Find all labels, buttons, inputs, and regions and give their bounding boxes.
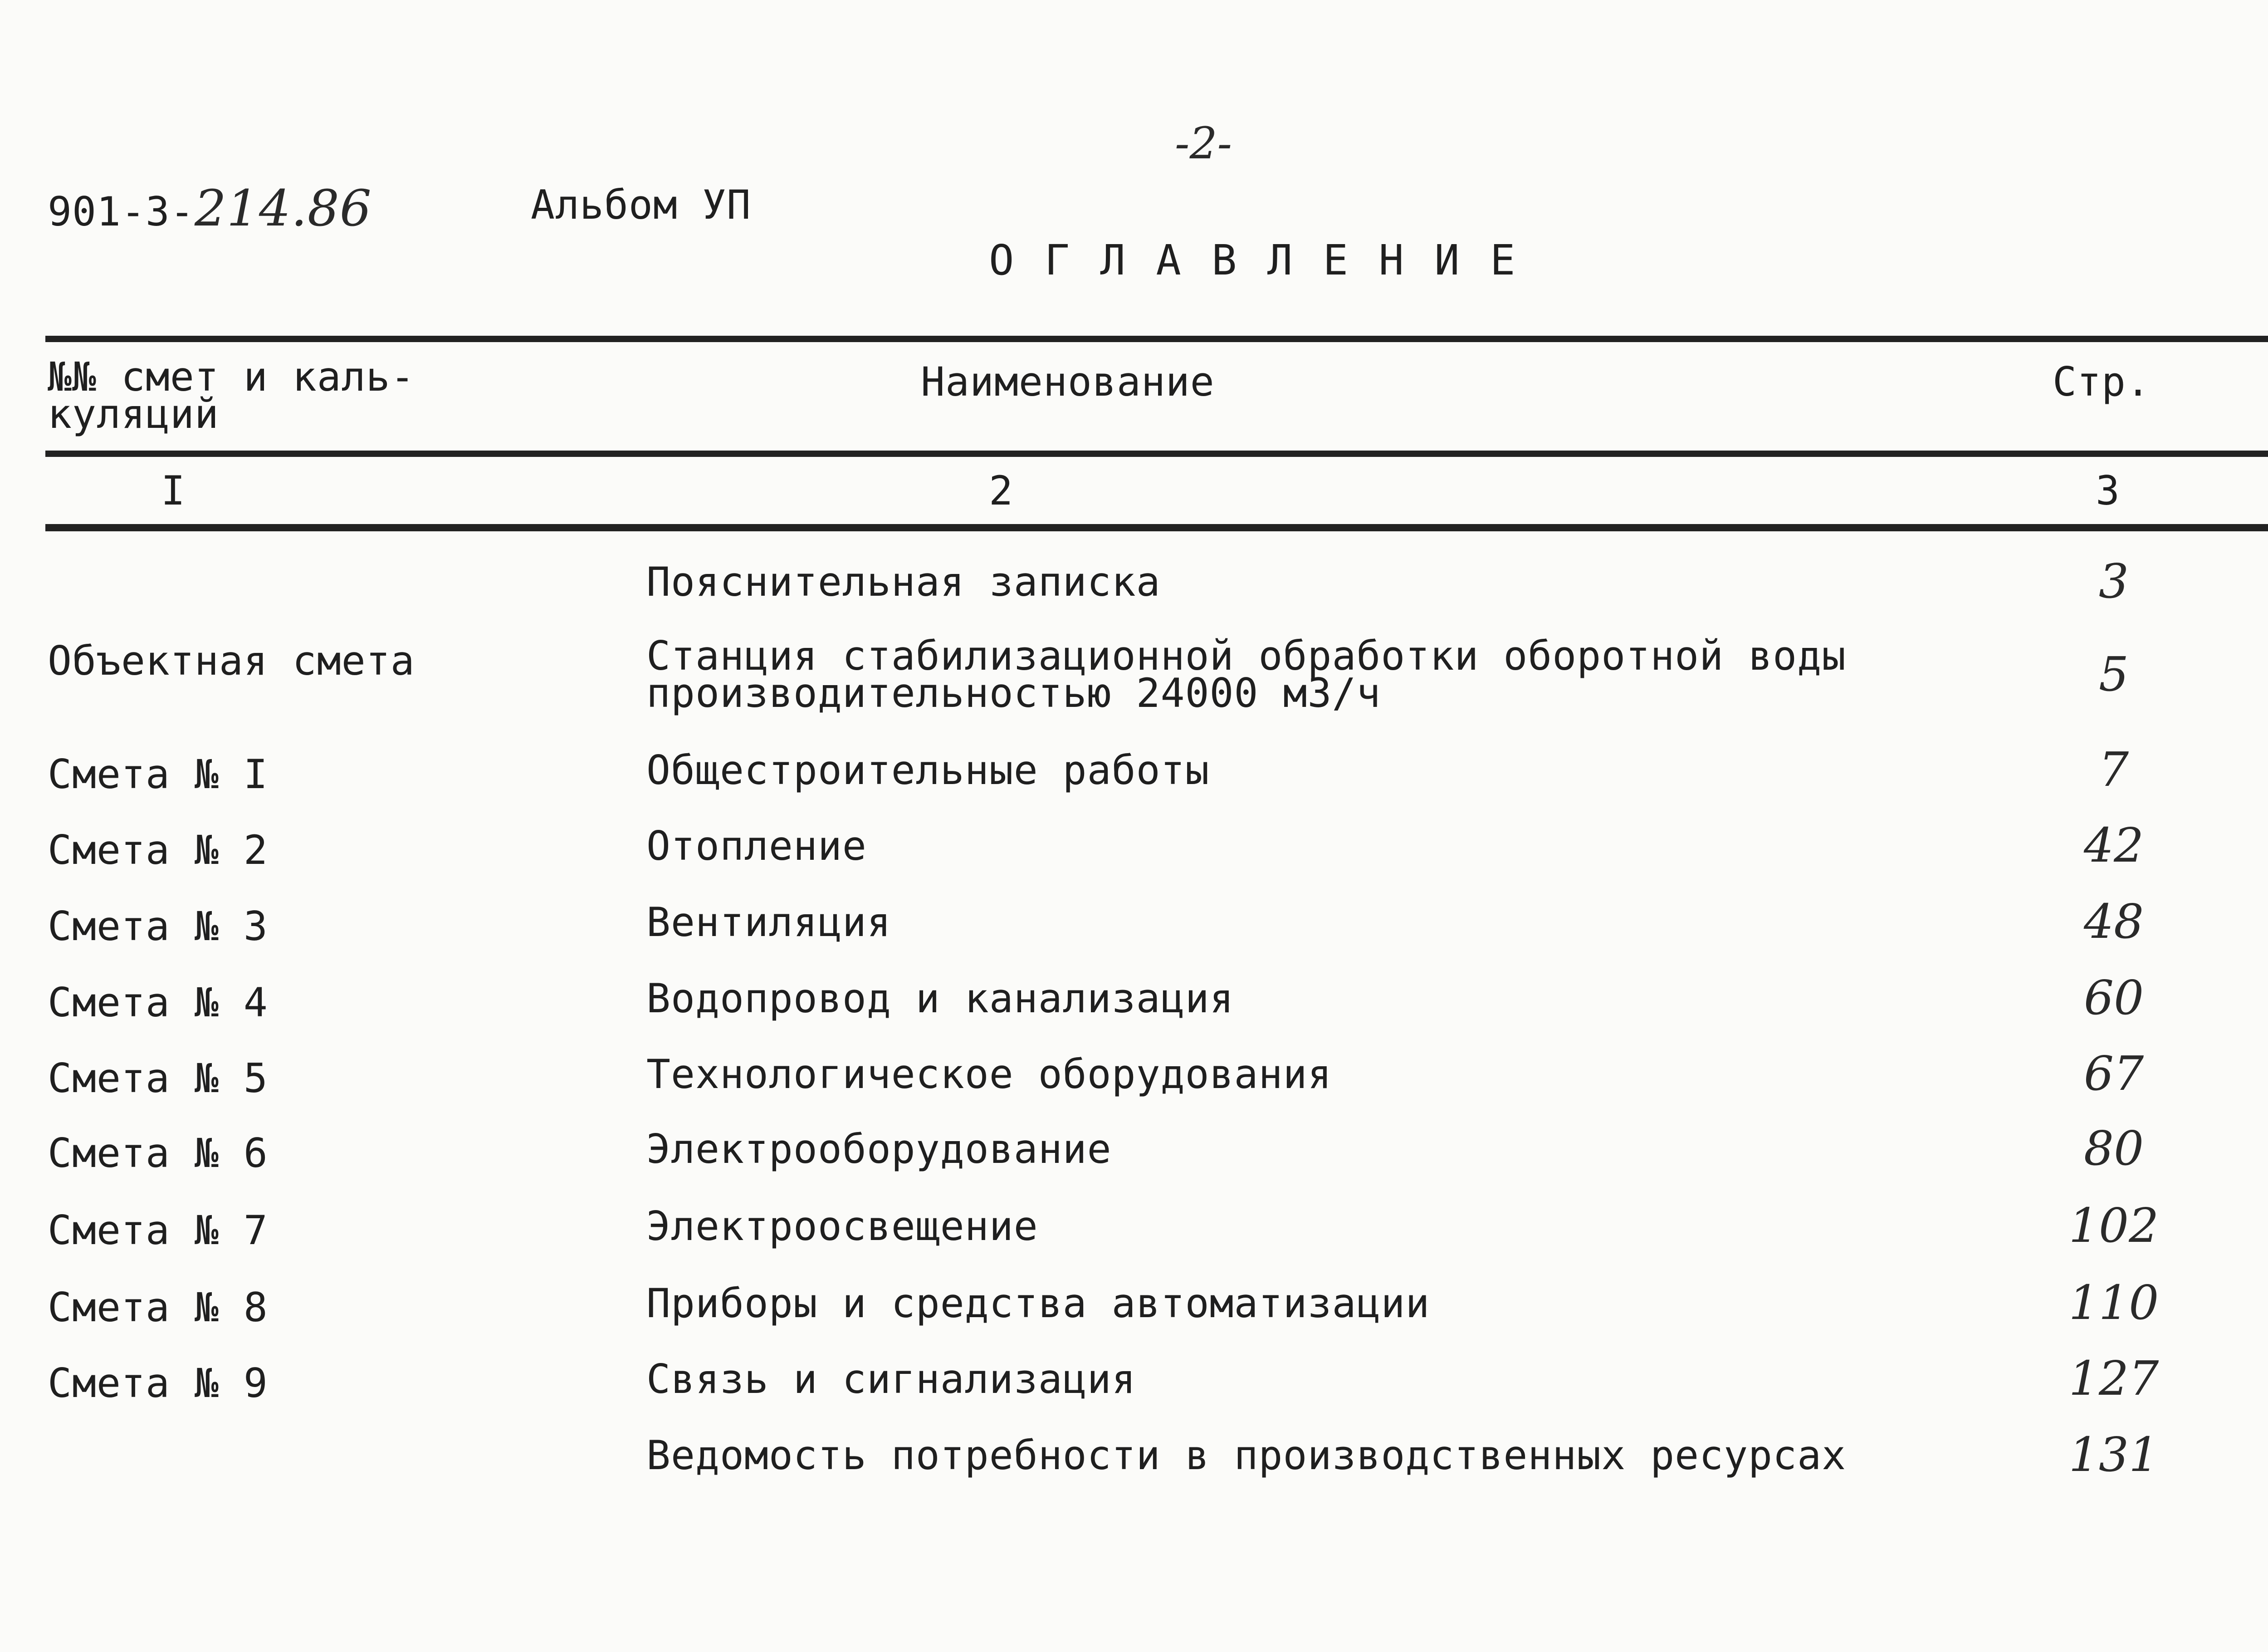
row-page: 110	[2068, 1275, 2159, 1330]
row-code: Смета № 8	[48, 1284, 268, 1331]
table-top-rule	[45, 336, 2268, 342]
album-label: Альбом УП	[531, 181, 751, 228]
row-name: Станция стабилизационной обработки оборотной воды производительностью 24000 м3/ч	[646, 632, 1847, 716]
table-row	[0, 894, 2268, 976]
column-number-2: 2	[989, 467, 1013, 514]
row-name: Общестроительные работы	[646, 747, 1210, 794]
document-code-handwritten: 214.86	[194, 179, 372, 237]
column-header-codes: №№ смет и каль- куляций	[48, 353, 415, 437]
row-code: Смета № 4	[48, 979, 268, 1026]
table-row	[0, 632, 2268, 716]
table-row	[0, 1046, 2268, 1127]
column-number-3: 3	[2096, 467, 2120, 514]
header-bottom-rule	[45, 451, 2268, 457]
table-row	[0, 818, 2268, 899]
document-code	[48, 179, 372, 237]
row-code: Смета № 6	[48, 1130, 268, 1176]
row-name: Технологическое оборудования	[646, 1051, 1332, 1098]
page-title: О Г Л А В Л Е Н И Е	[989, 236, 1518, 284]
table-row	[0, 1275, 2268, 1357]
row-page: 7	[2098, 742, 2129, 797]
row-page: 131	[2068, 1427, 2159, 1482]
column-number-1: I	[161, 467, 186, 514]
row-code: Смета № I	[48, 751, 268, 798]
table-row	[0, 1351, 2268, 1432]
table-row	[0, 1427, 2268, 1509]
row-code: Смета № 7	[48, 1207, 268, 1254]
table-row	[0, 970, 2268, 1052]
column-header-name: Наименование	[921, 358, 1215, 405]
row-name: Ведомость потребности в производственных ресурсах	[646, 1432, 1847, 1479]
row-page: 80	[2083, 1121, 2144, 1176]
row-page: 127	[2068, 1351, 2159, 1406]
table-row	[0, 554, 2268, 635]
row-page: 3	[2098, 554, 2129, 609]
table-row	[0, 742, 2268, 824]
row-name: Водопровод и канализация	[646, 975, 1234, 1022]
table-row	[0, 1198, 2268, 1279]
row-page: 5	[2098, 647, 2129, 702]
page-number: -2-	[1175, 118, 1232, 169]
table-row	[0, 1121, 2268, 1202]
row-page: 48	[2083, 894, 2144, 949]
document-code-printed: 901-3-	[48, 188, 195, 235]
row-name: Вентиляция	[646, 899, 891, 946]
row-page: 42	[2083, 818, 2144, 873]
row-page: 102	[2068, 1198, 2159, 1253]
row-code: Смета № 2	[48, 827, 268, 873]
row-name: Приборы и средства автоматизации	[646, 1280, 1430, 1327]
row-name: Электроосвещение	[646, 1203, 1038, 1250]
row-code: Смета № 3	[48, 903, 268, 950]
row-page: 60	[2083, 970, 2144, 1025]
row-code: Смета № 9	[48, 1360, 268, 1407]
row-name: Отопление	[646, 823, 867, 869]
row-name: Пояснительная записка	[646, 559, 1161, 605]
row-code: Смета № 5	[48, 1055, 268, 1102]
row-name: Связь и сигнализация	[646, 1356, 1136, 1402]
row-name: Электрооборудование	[646, 1126, 1112, 1172]
column-header-page: Стр.	[2053, 358, 2151, 405]
numbering-bottom-rule	[45, 524, 2268, 531]
row-code: Объектная смета	[48, 637, 415, 684]
row-page: 67	[2083, 1046, 2144, 1101]
